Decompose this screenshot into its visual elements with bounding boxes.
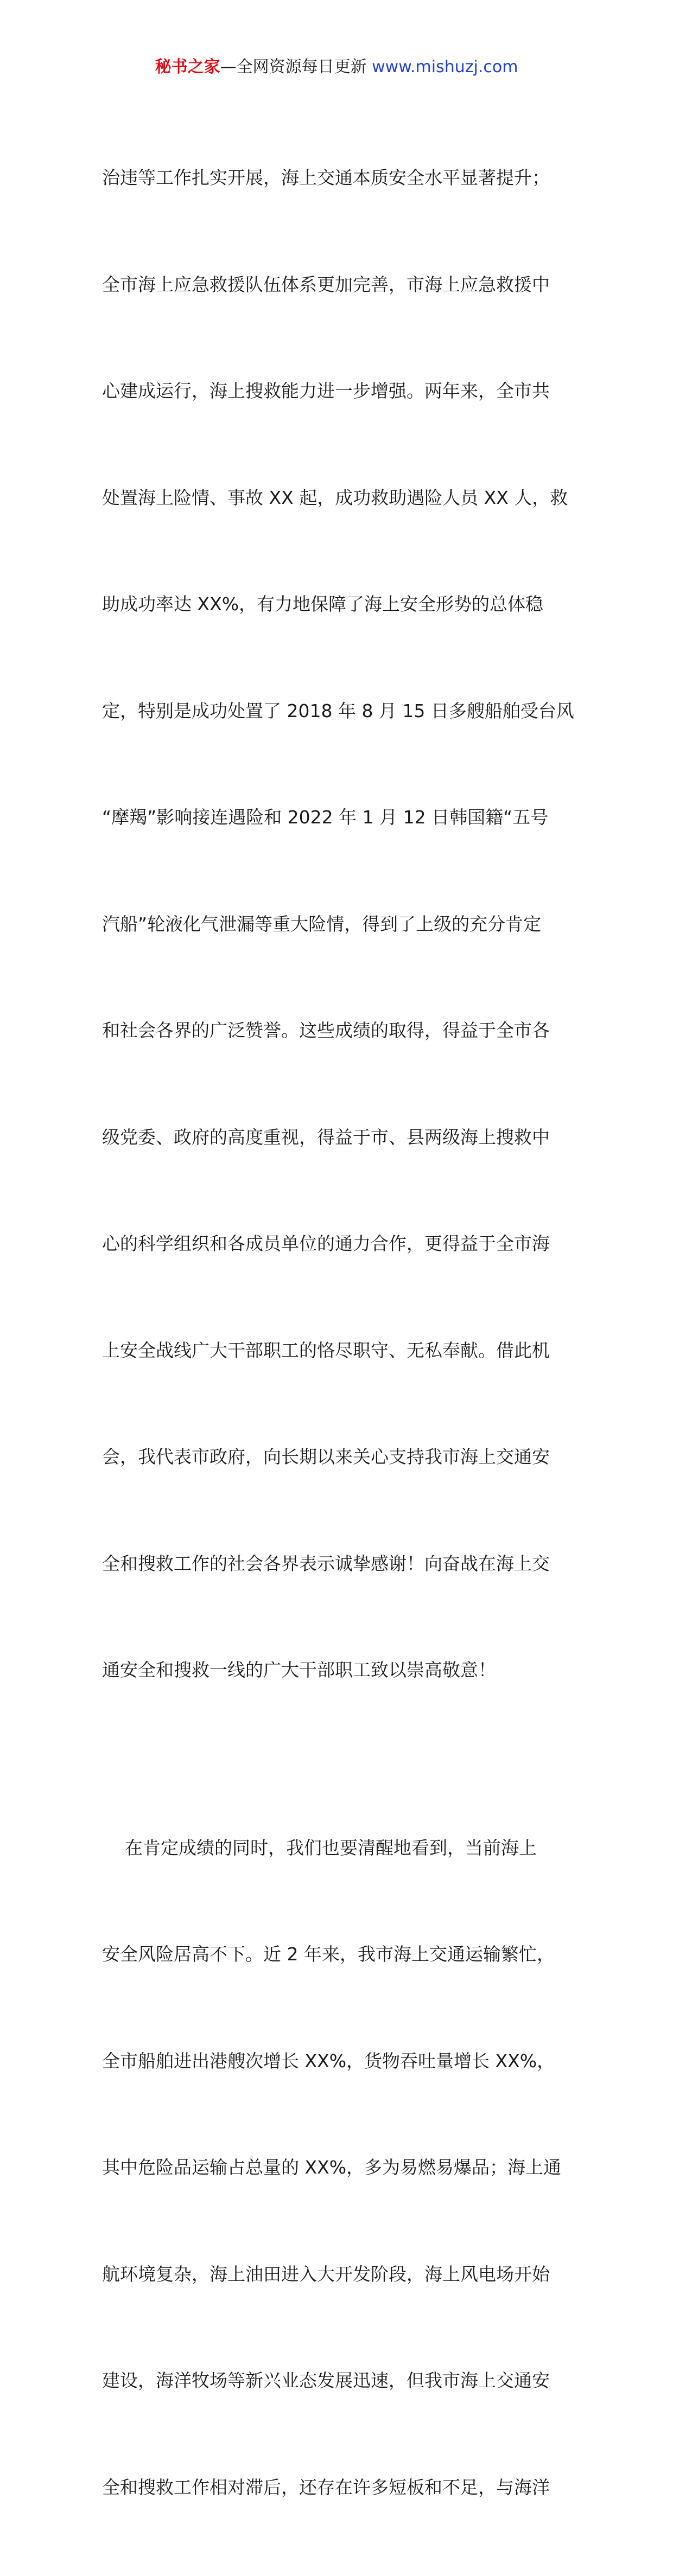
paragraph-2 <box>102 1759 573 2576</box>
text-line: 通安全和搜救一线的广大干部职工致以崇高敬意！ <box>102 1652 573 1688</box>
text-line: 助成功率达 XX%，有力地保障了海上安全形势的总体稳 <box>102 586 573 622</box>
text-line: 处置海上险情、事故 XX 起，成功救助遇险人员 XX 人，救 <box>102 480 573 516</box>
text-line: 其中危险品运输占总量的 XX%，多为易燃易爆品；海上通 <box>102 2150 573 2185</box>
paragraph-1 <box>102 89 573 1759</box>
text-line: 在肯定成绩的同时，我们也要清醒地看到，当前海上 <box>102 1830 573 1866</box>
brand-name: 秘书之家 <box>155 57 220 76</box>
text-line: 心建成运行，海上搜救能力进一步增强。两年来，全市共 <box>102 373 573 409</box>
document-body <box>102 89 573 2576</box>
text-line: 全和搜救工作相对滞后，还存在许多短板和不足，与海洋 <box>102 2470 573 2505</box>
text-line: 安全风险居高不下。近 2 年来，我市海上交通运输繁忙， <box>102 1936 573 1972</box>
page-header <box>0 56 673 78</box>
text-line: 会，我代表市政府，向长期以来关心支持我市海上交通安 <box>102 1439 573 1475</box>
text-line: 心的科学组织和各成员单位的通力合作，更得益于全市海 <box>102 1226 573 1262</box>
text-line: 汽船”轮液化气泄漏等重大险情，得到了上级的充分肯定 <box>102 906 573 942</box>
site-url-link[interactable]: www.mishuzj.com <box>372 57 518 76</box>
text-line: “摩羯”影响接连遇险和 2022 年 1 月 12 日韩国籍“五号 <box>102 800 573 835</box>
text-line: 航环境复杂，海上油田进入大开发阶段，海上风电场开始 <box>102 2257 573 2292</box>
text-line: 定，特别是成功处置了 2018 年 8 月 15 日多艘船舶受台风 <box>102 693 573 729</box>
text-line: 级党委、政府的高度重视，得益于市、县两级海上搜救中 <box>102 1120 573 1155</box>
text-line: 上安全战线广大干部职工的恪尽职守、无私奉献。借此机 <box>102 1333 573 1369</box>
header-tagline: —全网资源每日更新 <box>220 57 367 76</box>
text-line: 全市海上应急救援队伍体系更加完善，市海上应急救援中 <box>102 267 573 303</box>
text-line: 全和搜救工作的社会各界表示诚挚感谢！向奋战在海上交 <box>102 1546 573 1582</box>
text-line: 全市船舶进出港艘次增长 XX%，货物吞吐量增长 XX%， <box>102 2043 573 2079</box>
text-line: 治违等工作扎实开展，海上交通本质安全水平显著提升； <box>102 160 573 196</box>
text-line: 建设，海洋牧场等新兴业态发展迅速，但我市海上交通安 <box>102 2363 573 2399</box>
text-line: 和社会各界的广泛赞誉。这些成绩的取得，得益于全市各 <box>102 1013 573 1049</box>
